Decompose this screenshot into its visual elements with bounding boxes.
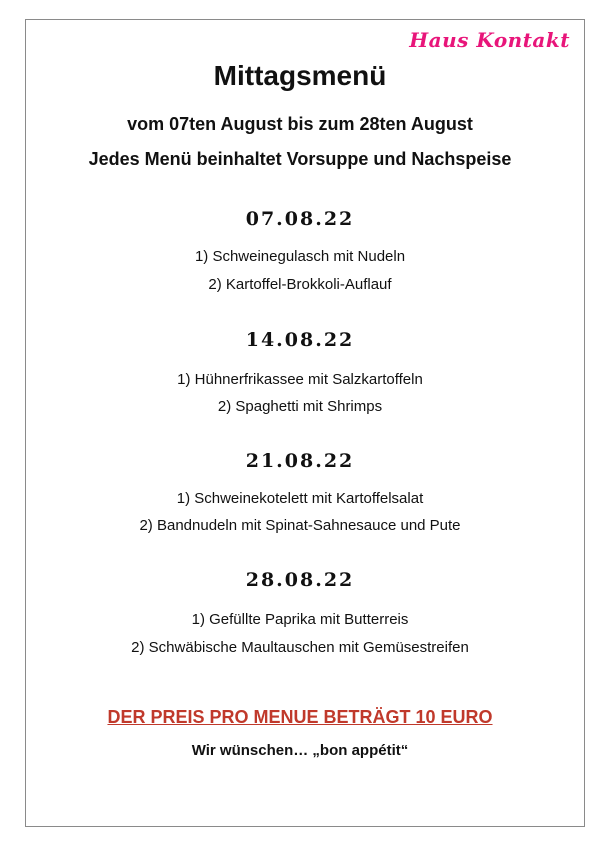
date-range: vom 07ten August bis zum 28ten August bbox=[127, 114, 473, 134]
menu-item: 2) Schwäbische Maultauschen mit Gemüsestreifen bbox=[131, 639, 469, 656]
menu-item: 1) Gefüllte Paprika mit Butterreis bbox=[191, 611, 409, 628]
menu-note: Jedes Menü beinhaltet Vorsuppe und Nachspeise bbox=[88, 149, 512, 169]
menu-item: 2) Kartoffel-Brokkoli-Auflauf bbox=[208, 276, 392, 293]
menu-item: 1) Schweinegulasch mit Nudeln bbox=[194, 248, 406, 265]
menu-item: 2) Bandnudeln mit Spinat-Sahnesauce und Pute bbox=[139, 517, 461, 534]
week-date-heading: 21.08.22 bbox=[245, 450, 355, 472]
menu-item: 1) Schweinekotelett mit Kartoffelsalat bbox=[176, 490, 424, 507]
menu-item: 2) Spaghetti mit Shrimps bbox=[217, 398, 383, 415]
week-date-heading: 28.08.22 bbox=[245, 569, 355, 591]
closing-wish: Wir wünschen… „bon appétit“ bbox=[191, 742, 409, 759]
price-note: DER PREIS PRO MENUE BETRÄGT 10 EURO bbox=[107, 707, 493, 727]
brand-logo: Haus Kontakt bbox=[409, 28, 570, 52]
week-date-heading: 07.08.22 bbox=[245, 208, 355, 230]
page-title: Mittagsmenü bbox=[213, 60, 387, 91]
week-date-heading: 14.08.22 bbox=[245, 329, 355, 351]
menu-item: 1) Hühnerfrikassee mit Salzkartoffeln bbox=[177, 371, 423, 388]
